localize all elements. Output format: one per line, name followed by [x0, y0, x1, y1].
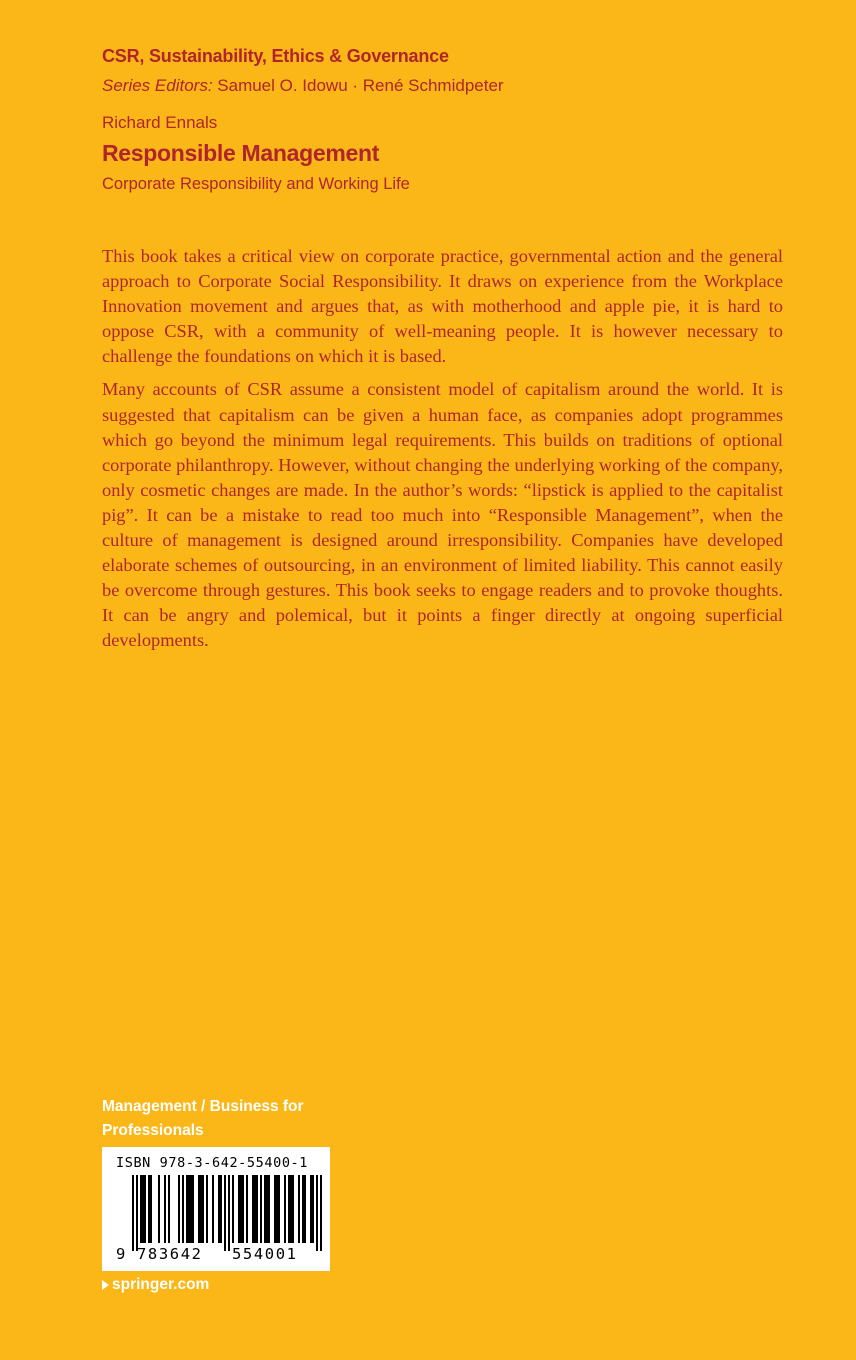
series-editors-names: Samuel O. Idowu · René Schmidpeter — [212, 76, 504, 95]
isbn-label: ISBN 978-3-642-55400-1 — [116, 1155, 309, 1171]
barcode-bar — [292, 1175, 294, 1243]
barcode-bar — [206, 1175, 208, 1243]
barcode-bar — [158, 1175, 160, 1243]
category-line-2: Professionals — [102, 1122, 204, 1139]
barcode-bar — [310, 1175, 312, 1243]
barcode-bar — [316, 1175, 318, 1251]
barcode-bar — [168, 1175, 170, 1243]
barcode-bar — [264, 1175, 266, 1243]
barcode-bar — [260, 1175, 262, 1243]
barcode-bar — [232, 1175, 234, 1243]
barcode-bar — [186, 1175, 188, 1243]
series-editors — [102, 76, 504, 96]
barcode-bar — [132, 1175, 134, 1251]
arrow-right-icon — [102, 1280, 109, 1290]
series-editors-label: Series Editors: — [102, 76, 213, 95]
barcode-bar — [246, 1175, 248, 1243]
barcode-bar — [276, 1175, 278, 1243]
website-text: springer.com — [112, 1276, 210, 1293]
barcode-bar — [164, 1175, 166, 1243]
barcode-bar — [224, 1175, 226, 1251]
barcode-bar — [212, 1175, 214, 1243]
barcode-bar — [298, 1175, 300, 1243]
barcode-bar — [256, 1175, 258, 1243]
barcode-bar — [202, 1175, 204, 1243]
barcode-bar — [188, 1175, 190, 1243]
barcode-bar — [178, 1175, 180, 1243]
author-name: Richard Ennals — [102, 113, 218, 132]
barcode-box — [102, 1147, 330, 1271]
barcode-bar — [136, 1175, 138, 1251]
barcode-digits-right: 554001 — [232, 1245, 298, 1263]
barcode-bar — [274, 1175, 276, 1243]
barcode-bar — [302, 1175, 304, 1243]
barcode-bar — [228, 1175, 230, 1251]
barcode-bar — [144, 1175, 146, 1243]
blurb-paragraph-1: This book takes a critical view on corporate practice, governmental action and the general approach to Corporate Social Responsibility. It draws on experience from the Workplace Innovation movement and argues that, as with motherhood and apple pie, it is hard to oppose CSR, with a community of well-meaning people. It is however necessary to challenge the foundations on which it is based. — [102, 246, 783, 367]
barcode-bar — [148, 1175, 150, 1243]
barcode-bar — [290, 1175, 292, 1243]
barcode-bar — [198, 1175, 200, 1243]
category-line-1: Management / Business for — [102, 1098, 304, 1115]
category-label — [102, 1095, 362, 1143]
barcode-bar — [200, 1175, 202, 1243]
barcode-bar — [240, 1175, 242, 1243]
barcode-digits-left: 783642 — [137, 1245, 203, 1263]
barcode-bar — [190, 1175, 192, 1243]
barcode-bar — [320, 1175, 322, 1251]
barcode-bar — [288, 1175, 290, 1243]
barcode-bar — [268, 1175, 270, 1243]
barcode-bar — [140, 1175, 142, 1243]
barcode-bar — [312, 1175, 314, 1243]
barcode-bar — [252, 1175, 254, 1243]
barcode-bar — [242, 1175, 244, 1243]
barcode-bar — [254, 1175, 256, 1243]
barcode-bar — [266, 1175, 268, 1243]
blurb — [102, 244, 783, 662]
barcode-digits — [102, 1245, 330, 1267]
book-subtitle: Corporate Responsibility and Working Life — [102, 175, 410, 193]
website-link[interactable] — [102, 1276, 209, 1294]
barcode-digit-first: 9 — [116, 1245, 126, 1263]
barcode-bar — [150, 1175, 152, 1243]
barcode-bar — [304, 1175, 306, 1243]
barcode-bar — [192, 1175, 194, 1243]
book-title: Responsible Management — [102, 140, 380, 166]
barcode-bar — [284, 1175, 286, 1243]
barcode-bar — [220, 1175, 222, 1243]
barcode-bar — [182, 1175, 184, 1243]
barcode-bar — [142, 1175, 144, 1243]
blurb-paragraph-2: Many accounts of CSR assume a consistent model of capitalism around the world. It is suggested that capitalism can be given a human face, as companies adopt programmes which go beyond the minimum legal requirements. This builds on traditions of optional corporate philanthropy. However, without changing the underlying working of the company, only cosmetic changes are made. In the author’s words: “lipstick is applied to the capitalist pig”. It can be a mistake to read too much into “Responsible Management”, when the culture of management is designed around irresponsibility. Companies have developed elaborate schemes of outsourcing, in an environment of limited liability. This cannot easily be overcome through gestures. This book seeks to engage readers and to provoke thoughts. It can be angry and polemical, but it points a finger directly at ongoing superficial developments. — [102, 379, 783, 651]
series-title: CSR, Sustainability, Ethics & Governance — [102, 46, 449, 66]
barcode-bar — [218, 1175, 220, 1243]
barcode-bar — [278, 1175, 280, 1243]
barcode-bar — [238, 1175, 240, 1243]
